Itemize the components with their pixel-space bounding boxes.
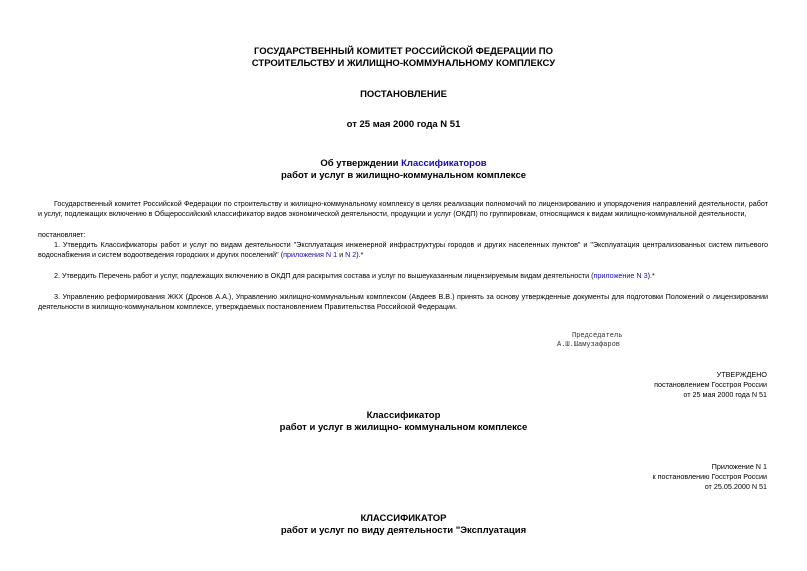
paragraph-2	[38, 271, 768, 281]
p1-and: и	[337, 250, 346, 259]
document-type: ПОСТАНОВЛЕНИЕ	[360, 89, 447, 100]
appendix-date: от 25.05.2000 N 51	[704, 482, 767, 491]
p1-end: ).*	[356, 250, 364, 259]
document-title	[0, 158, 807, 170]
appendix-3-link[interactable]: приложение N 3	[593, 271, 648, 280]
appendix-ref: к постановлению Госстроя России	[652, 472, 767, 481]
approved-date: от 25 мая 2000 года N 51	[683, 390, 767, 399]
classifier2-title: КЛАССИФИКАТОР	[360, 513, 447, 524]
document-title-line-2: работ и услуг в жилищно-коммунальном комплексе	[280, 170, 527, 181]
signature-role: Председатель	[572, 332, 623, 340]
paragraph-1	[38, 240, 768, 260]
p2-end: ).*	[647, 271, 655, 280]
classifier-subtitle: работ и услуг в жилищно- коммунальном комплексе	[279, 422, 528, 433]
p2-text: 2. Утвердить Перечень работ и услуг, подлежащих включению в ОКДП для раскрытия состава и услуг по вышеуказанным лицензируемым видам деятельности (	[54, 271, 594, 280]
resolves-label: постановляет:	[38, 230, 86, 239]
intro-paragraph: Государственный комитет Российской Федерации по строительству и жилищно-коммунальному комплексу в целях реализации полномочий по лицензированию и упорядочения направлений деятельности, работ и услуг, подлежащих включению в Общероссийский классификатор видов экономической деятельности, продукции и услуг (ОКДП) по группировкам, относящимся к видам жилищно-коммунальной деятельности,	[38, 199, 768, 218]
header-line-2: СТРОИТЕЛЬСТВУ И ЖИЛИЩНО-КОММУНАЛЬНОМУ КОМПЛЕКСУ	[251, 58, 556, 69]
classifier2-subtitle: работ и услуг по виду деятельности "Эксплуатация	[280, 525, 527, 536]
approved-label: УТВЕРЖДЕНО	[716, 370, 767, 379]
classifiers-link[interactable]: Классификаторов	[401, 158, 487, 169]
title-prefix: Об утверждении	[320, 158, 402, 169]
approved-by: постановлением Госстроя России	[654, 380, 767, 389]
document-date: от 25 мая 2000 года N 51	[346, 119, 461, 130]
appendix-2-link[interactable]: N 2	[345, 250, 357, 259]
signature-name: А.Ш.Шамузафаров	[557, 341, 621, 349]
header-line-1: ГОСУДАРСТВЕННЫЙ КОМИТЕТ РОССИЙСКОЙ ФЕДЕРАЦИИ ПО	[253, 46, 554, 57]
appendix-label: Приложение N 1	[711, 462, 767, 471]
paragraph-3: 3. Управлению реформирования ЖКХ (Дронов А.А.), Управлению жилищно-коммунальным комплексом (Авдеев В.В.) принять за основу утвержденные документы для подготовки Положений о лицензировании деятельности в жилищно-коммунальном комплексе, утверждаемых постановлением Правительства Российской Федерации.	[38, 292, 768, 311]
p1-text: 1. Утвердить Классификаторы работ и услуг по видам деятельности "Эксплуатация инженерной инфраструктуры городов и других населенных пунктов" и "Эксплуатация централизованных систем питьевого водоснабжения и систем водоотведения городских и других поселений" (	[38, 240, 768, 259]
classifier-title: Классификатор	[366, 410, 441, 421]
appendix-1-link[interactable]: приложения N 1	[283, 250, 338, 259]
